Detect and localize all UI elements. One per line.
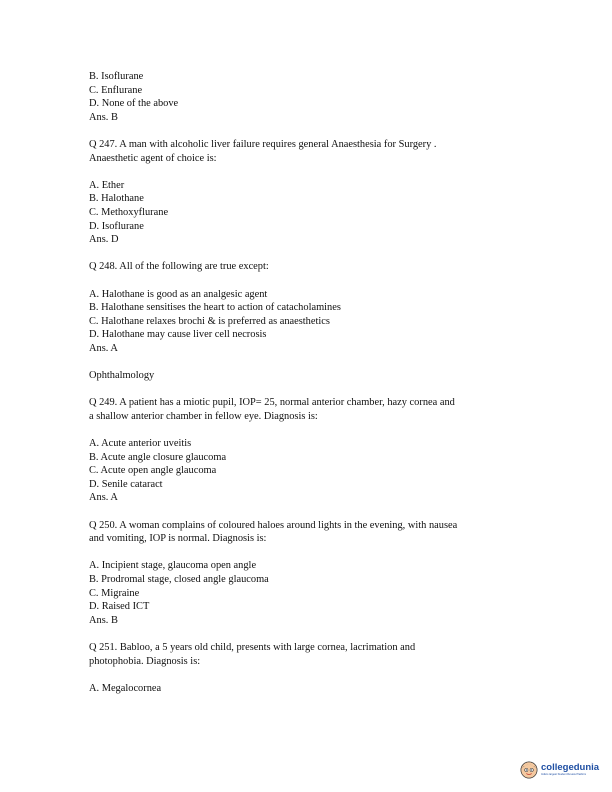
option: B. Acute angle closure glaucoma — [89, 451, 227, 463]
answer: Ans. B — [89, 111, 118, 123]
logo-name: collegedunia — [541, 762, 600, 774]
question-text: Anaesthetic agent of choice is: — [89, 152, 217, 164]
option: C. Methoxyflurane — [89, 206, 169, 218]
question-text: Q 251. Babloo, a 5 years old child, presents with large cornea, lacrimation and — [89, 641, 416, 653]
question-text: a shallow anterior chamber in fellow eye. Diagnosis is: — [89, 410, 318, 422]
mascot-icon — [520, 761, 538, 779]
answer: Ans. A — [89, 342, 118, 354]
question-text: photophobia. Diagnosis is: — [89, 655, 201, 667]
question-text: Q 247. A man with alcoholic liver failure requires general Anaesthesia for Surgery . — [89, 138, 437, 150]
option: A. Acute anterior uveitis — [89, 438, 192, 450]
option: A. Ether — [89, 179, 125, 191]
question-text: and vomiting, IOP is normal. Diagnosis is: — [89, 533, 267, 545]
option: C. Enflurane — [89, 84, 143, 96]
logo-tagline: India's largest Student Review Platform — [541, 772, 587, 776]
question-text: Q 249. A patient has a miotic pupil, IOP= 25, normal anterior chamber, hazy cornea and — [89, 397, 455, 409]
document-page — [89, 70, 529, 695]
option: D. None of the above — [89, 98, 179, 110]
option: C. Halothane relaxes brochi & is preferred as anaesthetics — [89, 315, 330, 327]
option: A. Incipient stage, glaucoma open angle — [89, 560, 257, 572]
option: A. Megalocornea — [89, 682, 162, 694]
answer: Ans. B — [89, 614, 118, 626]
answer: Ans. D — [89, 234, 119, 246]
question-text: Q 250. A woman complains of coloured haloes around lights in the evening, with nausea — [89, 519, 458, 531]
option: B. Halothane sensitises the heart to action of catacholamines — [89, 302, 341, 314]
option: D. Raised ICT — [89, 601, 150, 613]
option: B. Prodromal stage, closed angle glaucoma — [89, 573, 269, 585]
option: D. Senile cataract — [89, 478, 163, 490]
option: B. Halothane — [89, 193, 144, 205]
collegedunia-logo — [520, 756, 600, 784]
section-heading: Ophthalmology — [89, 370, 155, 382]
option: D. Isoflurane — [89, 220, 144, 232]
option: B. Isoflurane — [89, 71, 144, 82]
option: C. Migraine — [89, 587, 140, 599]
option: D. Halothane may cause liver cell necrosis — [89, 329, 267, 341]
answer: Ans. A — [89, 492, 118, 504]
option: C. Acute open angle glaucoma — [89, 465, 217, 477]
question-text: Q 248. All of the following are true except: — [89, 261, 269, 273]
option: A. Halothane is good as an analgesic agent — [89, 288, 268, 300]
